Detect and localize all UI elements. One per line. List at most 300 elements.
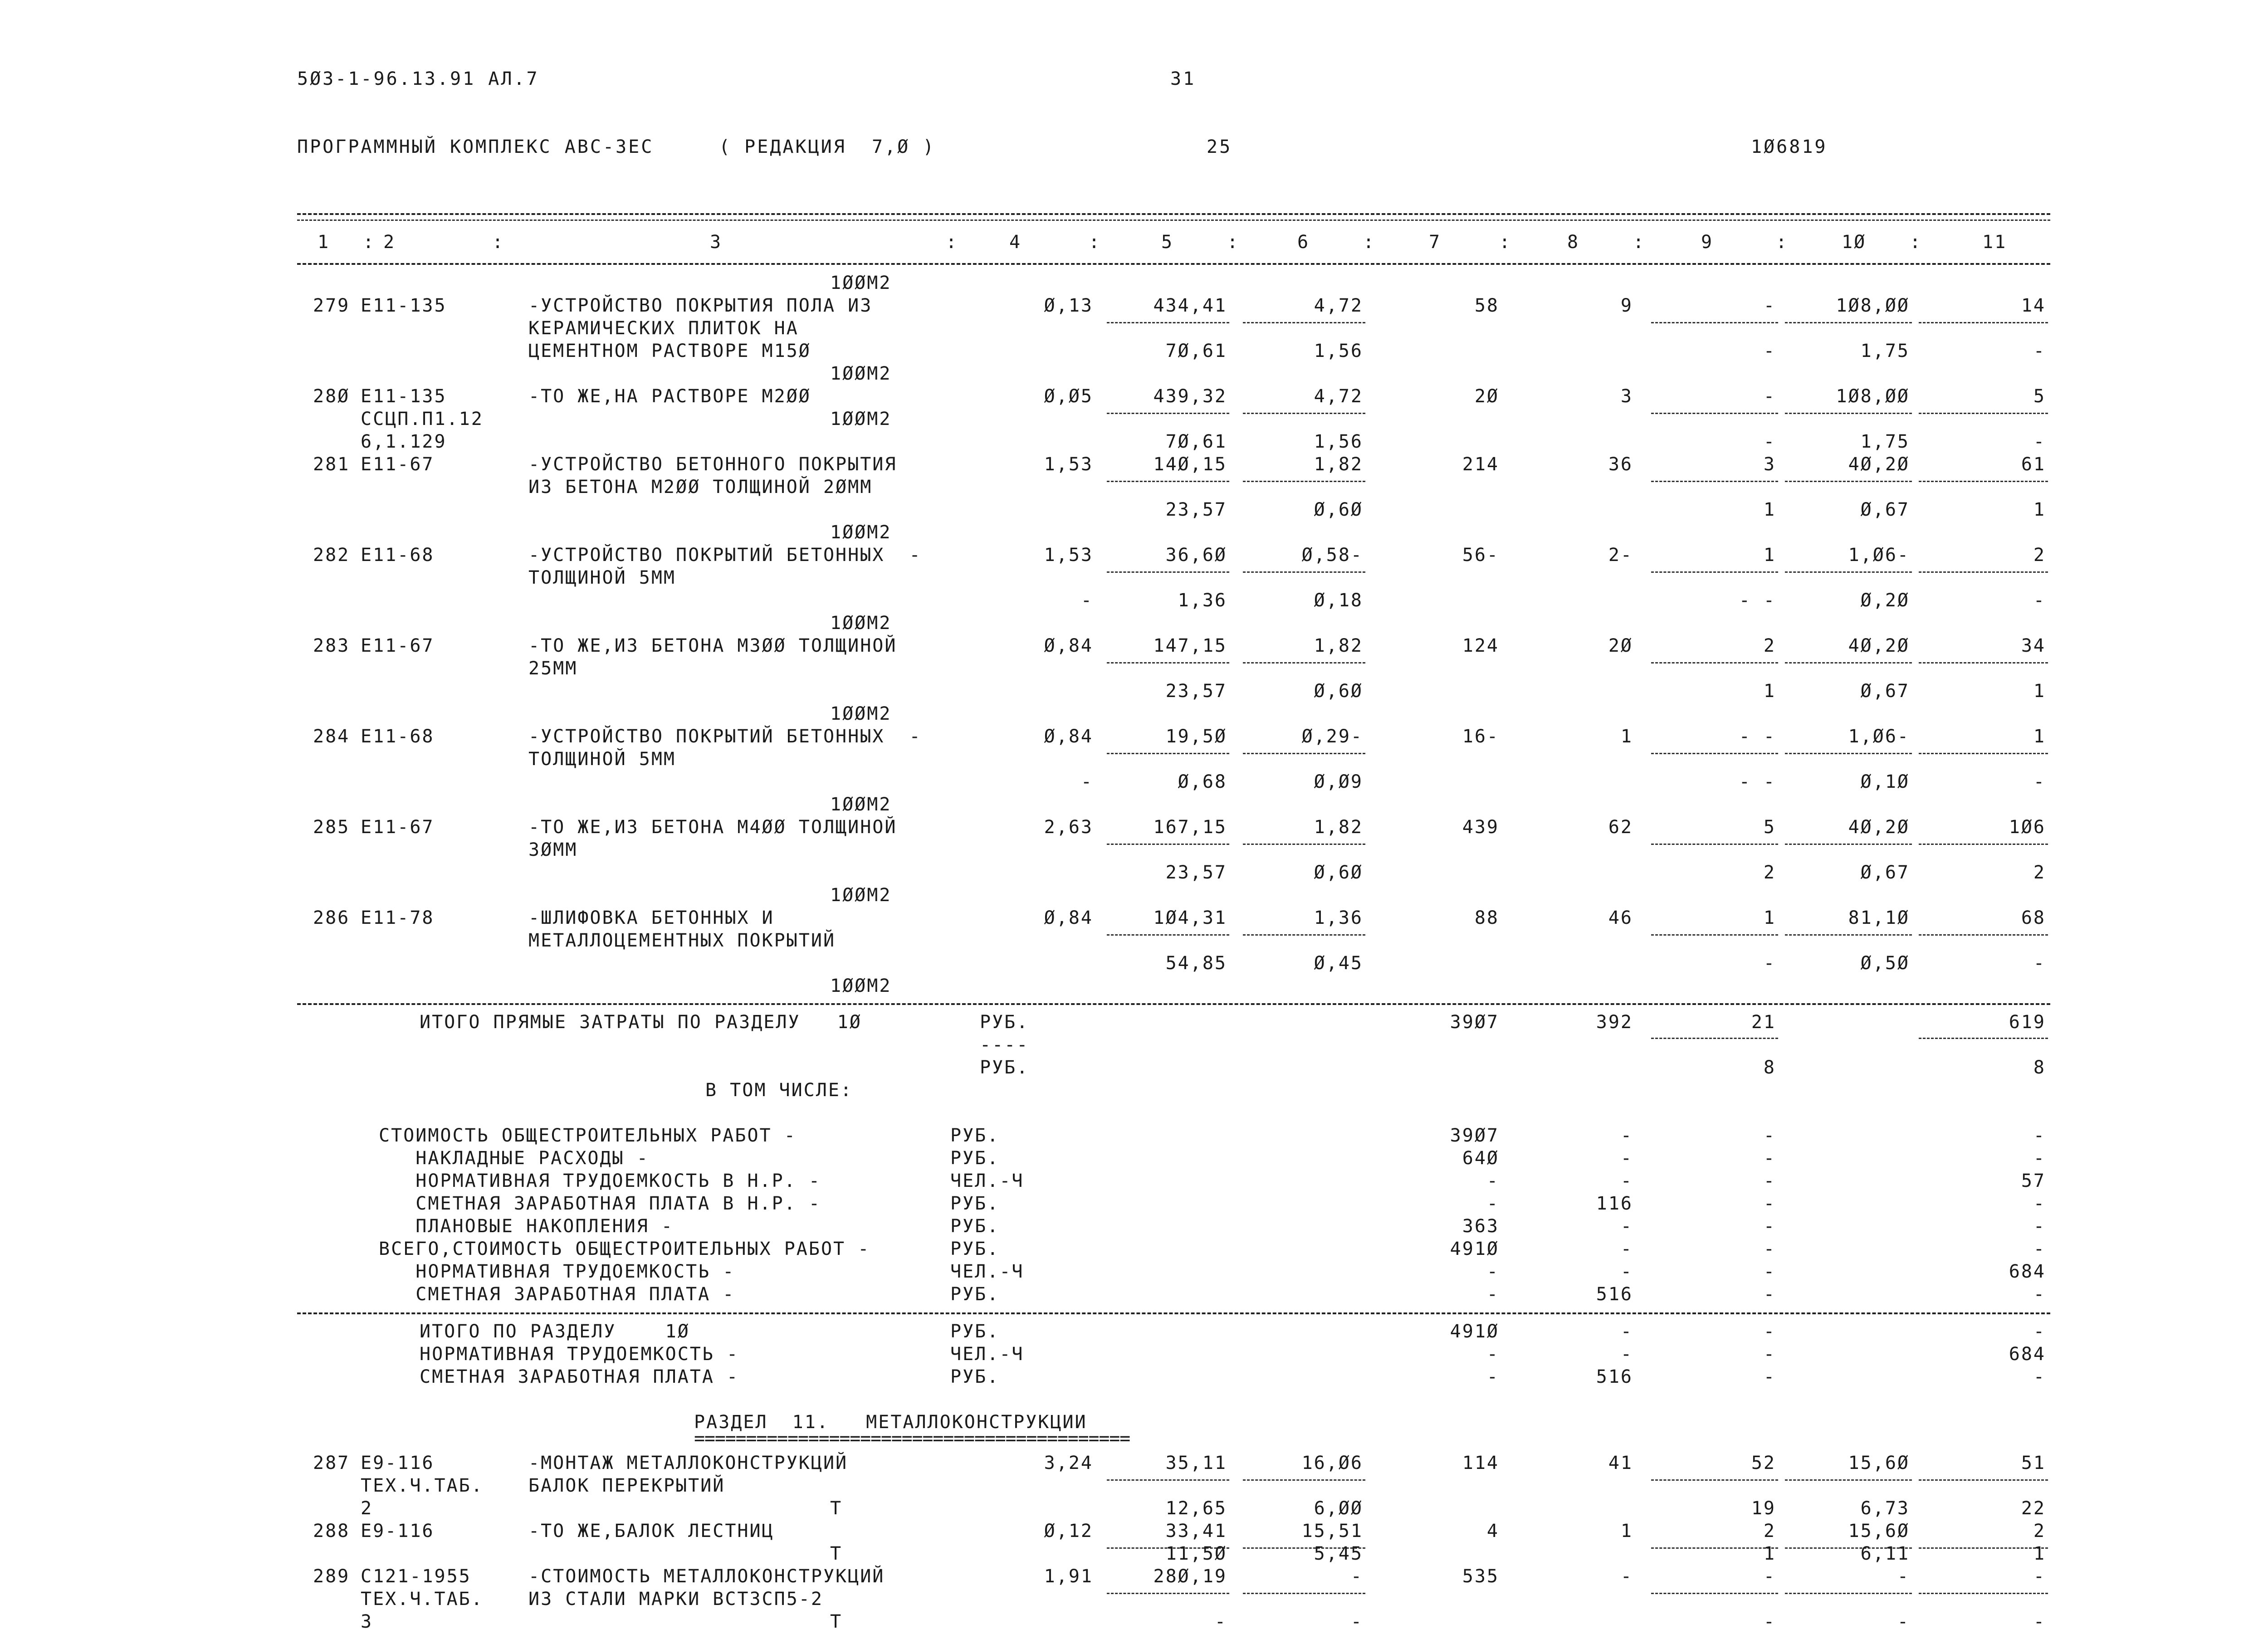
summary-c7: - [1486,1261,1499,1282]
cell-c9: 1 [1763,907,1776,928]
value-underline [1785,934,1912,936]
column-header-5: 5 [1161,232,1174,253]
totals-unit: РУБ. [980,1057,1029,1078]
cell-c11: 1 [2033,726,2046,747]
totals-c7: 39Ø7 [1450,1012,1499,1033]
cell-c5: 36,6Ø [1165,545,1227,566]
cell-c8: 3 [1620,386,1633,407]
value-underline [1785,662,1912,663]
column-separator: : [363,232,376,253]
row-code-extra: 2 [361,1498,373,1519]
summary-c11: - [2033,1148,2046,1169]
value-underline [1651,1479,1778,1481]
value-underline [1243,844,1365,845]
summary-c7: 39Ø7 [1450,1125,1499,1146]
value-underline [1651,1038,1778,1039]
row-unit: 1ØØМ2 [830,522,892,543]
column-separator: : [1089,232,1101,253]
row-unit: Т [830,1543,843,1564]
summary-label: СТОИМОСТЬ ОБЩЕСТРОИТЕЛЬНЫХ РАБОТ - [379,1125,797,1146]
cell-c7: 114 [1462,1453,1499,1473]
summary-c9: - [1763,1261,1776,1282]
section-total-c7: 491Ø [1450,1321,1499,1342]
value-underline [1243,662,1365,663]
cell-c5-second: 7Ø,61 [1165,431,1227,452]
column-separator: : [946,232,958,253]
cell-c4: Ø,84 [1044,907,1093,928]
cell-c11-second: - [2033,953,2046,974]
cell-c7: 88 [1474,907,1499,928]
row-code: Е11-135 [361,386,447,407]
column-separator: : [492,232,505,253]
value-underline [1785,753,1912,754]
summary-c7: 64Ø [1462,1148,1499,1169]
value-underline [1243,571,1365,573]
value-underline [1107,322,1229,323]
cell-c9: - - [1739,726,1776,747]
cell-c4: 1,53 [1044,454,1093,475]
summary-c7: - [1486,1193,1499,1214]
summary-c7: 363 [1462,1216,1499,1237]
column-separator: : [1633,232,1646,253]
row-description: ИЗ БЕТОНА М2ØØ ТОЛЩИНОЙ 2ØММ [528,477,873,498]
cell-c9: 2 [1763,635,1776,656]
cell-c11-second: 1 [2033,499,2046,520]
column-header-4: 4 [1009,232,1022,253]
row-unit: 1ØØМ2 [830,363,892,384]
cell-c11-second: 2 [2033,862,2046,883]
cell-c8: 41 [1608,1453,1633,1473]
cell-c9: 5 [1763,817,1776,838]
cell-c9-second: - [1763,341,1776,361]
row-number: 285 [313,817,350,838]
cell-c7: 535 [1462,1566,1499,1587]
value-underline [1785,1479,1912,1481]
summary-c9: - [1763,1171,1776,1191]
cell-c7: 58 [1474,295,1499,316]
value-underline [1651,753,1778,754]
summary-c11: 684 [2009,1261,2046,1282]
row-code-extra: ТЕХ.Ч.ТАБ. [361,1475,484,1496]
column-separator: : [1910,232,1922,253]
row-code-extra: ТЕХ.Ч.ТАБ. [361,1589,484,1610]
summary-unit: ЧЕЛ.-Ч [950,1171,1024,1191]
cell-c6: 4,72 [1314,295,1363,316]
cell-c10: 15,6Ø [1848,1453,1910,1473]
column-header-10: 1Ø [1842,232,1867,253]
summary-label: СМЕТНАЯ ЗАРАБОТНАЯ ПЛАТА В Н.Р. - [379,1193,821,1214]
row-description: ТОЛЩИНОЙ 5ММ [528,567,676,588]
summary-c8: 516 [1596,1284,1633,1305]
row-unit: 1ØØМ2 [830,976,892,996]
value-underline [1243,1593,1365,1594]
row-description: 25ММ [528,658,578,679]
cell-c10: 4Ø,2Ø [1848,817,1910,838]
table-top-rule [297,213,2050,215]
section-title: РАЗДЕЛ 11. МЕТАЛЛОКОНСТРУКЦИИ [694,1412,1087,1433]
cell-c5-second: - [1214,1611,1227,1632]
cell-c10-second: 1,75 [1860,341,1910,361]
cell-c8: - [1620,1566,1633,1587]
row-description: -ШЛИФОВКА БЕТОННЫХ И [528,907,774,928]
cell-c6: 16,Ø6 [1301,1453,1363,1473]
cell-c10: 1,Ø6- [1848,726,1910,747]
summary-c8: - [1620,1261,1633,1282]
cell-c7: 16- [1462,726,1499,747]
section-total-label: СМЕТНАЯ ЗАРАБОТНАЯ ПЛАТА - [420,1366,739,1387]
totals-unit: РУБ. [980,1012,1029,1033]
value-underline [1243,753,1365,754]
cell-c9-second: 1 [1763,681,1776,702]
section-total-unit: РУБ. [950,1366,1000,1387]
row-code: Е11-67 [361,817,435,838]
cell-c10: 81,1Ø [1848,907,1910,928]
summary-c9: - [1763,1216,1776,1237]
column-header-8: 8 [1567,232,1580,253]
row-description: ИЗ СТАЛИ МАРКИ ВСТ3СП5-2 [528,1589,823,1610]
value-underline [1107,1593,1229,1594]
cell-c11-second: - [2033,771,2046,792]
section-total-unit: ЧЕЛ.-Ч [950,1344,1024,1365]
cell-c5-second: 7Ø,61 [1165,341,1227,361]
cell-c9-second: 2 [1763,862,1776,883]
cell-c10-second: Ø,67 [1860,499,1910,520]
column-header-11: 11 [1982,232,2007,253]
row-description: ЦЕМЕНТНОМ РАСТВОРЕ М15Ø [528,341,811,361]
section-total-label: ИТОГО ПО РАЗДЕЛУ 1Ø [420,1321,690,1342]
cell-c5: 1Ø4,31 [1153,907,1227,928]
cell-c4: Ø,13 [1044,295,1093,316]
row-description: -ТО ЖЕ,ИЗ БЕТОНА М3ØØ ТОЛЩИНОЙ [528,635,897,656]
row-description: БАЛОК ПЕРЕКРЫТИЙ [528,1475,725,1496]
cell-c9-second: - [1763,953,1776,974]
row-description: -МОНТАЖ МЕТАЛЛОКОНСТРУКЦИЙ [528,1453,848,1473]
program-name: ПРОГРАММНЫЙ КОМПЛЕКС АВС-3ЕС [297,137,654,157]
row-description: -УСТРОЙСТВО БЕТОННОГО ПОКРЫТИЯ [528,454,897,475]
row-code: Е9-116 [361,1453,435,1473]
cell-c6: 15,51 [1301,1521,1363,1541]
summary-unit: РУБ. [950,1284,1000,1305]
cell-c5: 14Ø,15 [1153,454,1227,475]
cell-c10-second: Ø,1Ø [1860,771,1910,792]
cell-c11-second: - [2033,1611,2046,1632]
column-header-rule [297,263,2050,265]
summary-unit: РУБ. [950,1125,1000,1146]
value-underline [1919,844,2048,845]
value-underline [1243,322,1365,323]
cell-c8: 9 [1620,295,1633,316]
cell-c4: 2,63 [1044,817,1093,838]
cell-c10: 1Ø8,ØØ [1836,386,1910,407]
value-underline [1919,322,2048,323]
summary-c9: - [1763,1239,1776,1259]
cell-c6: 1,82 [1314,817,1363,838]
row-description: -СТОИМОСТЬ МЕТАЛЛОКОНСТРУКЦИЙ [528,1566,885,1587]
cell-c4: Ø,84 [1044,726,1093,747]
value-underline [1651,322,1778,323]
row-code: Е11-67 [361,635,435,656]
document-code: 5Ø3-1-96.13.91 АЛ.7 [297,68,539,89]
page-number: 31 [1170,68,1196,89]
cell-c9: - [1763,295,1776,316]
section-total-c11: 684 [2009,1344,2046,1365]
row-number: 287 [313,1453,350,1473]
summary-label: НОРМАТИВНАЯ ТРУДОЕМКОСТЬ В Н.Р. - [379,1171,821,1191]
row-description: 3ØММ [528,839,578,860]
cell-c6-second: Ø,Ø9 [1314,771,1363,792]
cell-c6-second: Ø,45 [1314,953,1363,974]
cell-c10: 1,Ø6- [1848,545,1910,566]
value-underline [1785,481,1912,482]
value-underline [1785,322,1912,323]
summary-c11: - [2033,1125,2046,1146]
cell-c4: Ø,84 [1044,635,1093,656]
row-description: КЕРАМИЧЕСКИХ ПЛИТОК НА [528,318,799,339]
value-underline [1107,844,1229,845]
row-number: 282 [313,545,350,566]
row-description: МЕТАЛЛОЦЕМЕНТНЫХ ПОКРЫТИЙ [528,930,836,951]
cell-c11: 61 [2021,454,2046,475]
summary-c9: - [1763,1125,1776,1146]
row-code: Е11-135 [361,295,447,316]
cell-c10: - [1897,1566,1910,1587]
row-description: -УСТРОЙСТВО ПОКРЫТИЙ БЕТОННЫХ - [528,726,922,747]
cell-c10-second: Ø,67 [1860,862,1910,883]
row-unit: 1ØØМ2 [830,794,892,815]
summary-label: НАКЛАДНЫЕ РАСХОДЫ - [379,1148,649,1169]
summary-c11: - [2033,1239,2046,1259]
value-underline [1785,571,1912,573]
sheet-number: 25 [1207,137,1232,157]
value-underline [1107,481,1229,482]
row-number: 284 [313,726,350,747]
cell-c6-second: 5,45 [1314,1543,1363,1564]
row-number: 279 [313,295,350,316]
cell-c10: 1Ø8,ØØ [1836,295,1910,316]
section-total-c7: - [1486,1344,1499,1365]
cell-c7: 56- [1462,545,1499,566]
cell-c11: 34 [2021,635,2046,656]
value-underline [1107,753,1229,754]
row-number: 288 [313,1521,350,1541]
value-underline [1651,1593,1778,1594]
row-description: -ТО ЖЕ,ИЗ БЕТОНА М4ØØ ТОЛЩИНОЙ [528,817,897,838]
column-separator: : [1499,232,1512,253]
cell-c5: 28Ø,19 [1153,1566,1227,1587]
column-header-6: 6 [1297,232,1310,253]
cell-c5: 19,5Ø [1165,726,1227,747]
cell-c10: 15,6Ø [1848,1521,1910,1541]
totals-c11: 619 [2009,1012,2046,1033]
cell-c5-second: 23,57 [1165,862,1227,883]
cell-c8: 2Ø [1608,635,1633,656]
summary-c7: - [1486,1284,1499,1305]
value-underline [1243,934,1365,936]
value-underline [1107,662,1229,663]
cell-c8: 1 [1620,726,1633,747]
section-total-label: НОРМАТИВНАЯ ТРУДОЕМКОСТЬ - [420,1344,739,1365]
row-number: 281 [313,454,350,475]
row-unit: 1ØØМ2 [830,409,892,429]
cell-c5: 167,15 [1153,817,1227,838]
cell-c9-second: 1 [1763,499,1776,520]
row-code: Е11-68 [361,726,435,747]
cell-c9: 3 [1763,454,1776,475]
summary-c9: - [1763,1193,1776,1214]
table-top-rule-2 [297,220,2050,221]
cell-c9-second: - [1763,431,1776,452]
value-underline [1107,571,1229,573]
cell-c8: 46 [1608,907,1633,928]
cell-c9: - [1763,386,1776,407]
section-total-c7: - [1486,1366,1499,1387]
totals-c9-second: 8 [1763,1057,1776,1078]
cell-c9: 52 [1751,1453,1776,1473]
value-underline [1919,934,2048,936]
value-underline [1785,413,1912,414]
cell-c7: 4 [1486,1521,1499,1541]
totals-including: В ТОМ ЧИСЛЕ: [705,1080,853,1101]
section-total-c9: - [1763,1366,1776,1387]
row-code: Е11-68 [361,545,435,566]
cell-c5-second: 11,5Ø [1165,1543,1227,1564]
cell-c9: 2 [1763,1521,1776,1541]
cell-c6-second: Ø,6Ø [1314,681,1363,702]
section-total-c9: - [1763,1321,1776,1342]
cell-c11-second: - [2033,431,2046,452]
value-underline [1919,662,2048,663]
row-number: 28Ø [313,386,350,407]
row-description: -ТО ЖЕ,БАЛОК ЛЕСТНИЦ [528,1521,774,1541]
cell-c11-second: 22 [2021,1498,2046,1519]
cell-c5: 439,32 [1153,386,1227,407]
row-code-extra: 6,1.129 [361,431,447,452]
cell-c6-second: 1,56 [1314,431,1363,452]
cell-c6-second: Ø,6Ø [1314,862,1363,883]
totals-c9: 21 [1751,1012,1776,1033]
row-code-extra: 3 [361,1611,373,1632]
value-underline [1919,1479,2048,1481]
totals-label: ИТОГО ПРЯМЫЕ ЗАТРАТЫ ПО РАЗДЕЛУ 1Ø [420,1012,862,1033]
row-number: 283 [313,635,350,656]
summary-c8: - [1620,1148,1633,1169]
document-number: 1Ø6819 [1751,137,1828,157]
cell-c4: 1,53 [1044,545,1093,566]
cell-c6-second: 6,ØØ [1314,1498,1363,1519]
section-total-c9: - [1763,1344,1776,1365]
row-unit: 1ØØМ2 [830,885,892,906]
cell-c5-second: 23,57 [1165,499,1227,520]
cell-c6: 4,72 [1314,386,1363,407]
cell-c4: Ø,Ø5 [1044,386,1093,407]
cell-c9: 1 [1763,545,1776,566]
cell-c6: Ø,29- [1301,726,1363,747]
cell-c7: 214 [1462,454,1499,475]
value-underline [1651,413,1778,414]
totals-c8: 392 [1596,1012,1633,1033]
cell-c11-second: - [2033,341,2046,361]
value-underline [1785,1593,1912,1594]
value-underline [1651,571,1778,573]
cell-c6-second: 1,56 [1314,341,1363,361]
cell-c5: 35,11 [1165,1453,1227,1473]
summary-c8: - [1620,1239,1633,1259]
cell-c11: 2 [2033,545,2046,566]
cell-c4-second: - [1080,771,1093,792]
cell-c5-second: 1,36 [1178,590,1227,611]
cell-c11: 2 [2033,1521,2046,1541]
cell-c11: 1Ø6 [2009,817,2046,838]
cell-c8: 1 [1620,1521,1633,1541]
cell-c7: 439 [1462,817,1499,838]
summary-label: СМЕТНАЯ ЗАРАБОТНАЯ ПЛАТА - [379,1284,735,1305]
cell-c10-second: Ø,2Ø [1860,590,1910,611]
column-header-2: 2 [383,232,396,253]
cell-c10: 4Ø,2Ø [1848,454,1910,475]
cell-c4-second: - [1080,590,1093,611]
summary-c8: - [1620,1125,1633,1146]
value-underline [1785,844,1912,845]
cell-c8: 36 [1608,454,1633,475]
cell-c5-second: 23,57 [1165,681,1227,702]
cell-c6-second: Ø,18 [1314,590,1363,611]
cell-c4: 3,24 [1044,1453,1093,1473]
cell-c10-second: 6,11 [1860,1543,1910,1564]
cell-c6-second: - [1350,1611,1363,1632]
column-header-1: 1 [318,232,330,253]
cell-c5: 434,41 [1153,295,1227,316]
cell-c5-second: Ø,68 [1178,771,1227,792]
value-underline [1107,413,1229,414]
row-description: ТОЛЩИНОЙ 5ММ [528,749,676,770]
cell-c7: 124 [1462,635,1499,656]
summary-c11: - [2033,1216,2046,1237]
value-underline [1243,481,1365,482]
row-number: 289 [313,1566,350,1587]
row-unit: 1ØØМ2 [830,703,892,724]
column-header-3: 3 [710,232,723,253]
cell-c11: 5 [2033,386,2046,407]
cell-c9-second: - - [1739,771,1776,792]
summary-c11: - [2033,1193,2046,1214]
totals-unit-dash: ---- [980,1034,1029,1055]
cell-c6: - [1350,1566,1363,1587]
column-separator: : [1363,232,1376,253]
summary-unit: РУБ. [950,1216,1000,1237]
summary-label: НОРМАТИВНАЯ ТРУДОЕМКОСТЬ - [379,1261,735,1282]
value-underline [1651,934,1778,936]
value-underline [1107,934,1229,936]
cell-c8: 2- [1608,545,1633,566]
summary-c9: - [1763,1284,1776,1305]
cell-c10-second: Ø,67 [1860,681,1910,702]
cell-c6: 1,82 [1314,454,1363,475]
cell-c10-second: - [1897,1611,1910,1632]
column-header-9: 9 [1701,232,1714,253]
value-underline [1107,1479,1229,1481]
section-total-c8: - [1620,1321,1633,1342]
row-code: Е9-116 [361,1521,435,1541]
summary-unit: РУБ. [950,1239,1000,1259]
value-underline [1919,1593,2048,1594]
row-code-extra: ССЦП.П1.12 [361,409,484,429]
value-underline [1243,413,1365,414]
cell-c9-second: 1 [1763,1543,1776,1564]
cell-c11: 51 [2021,1453,2046,1473]
summary-c9: - [1763,1148,1776,1169]
value-underline [1919,571,2048,573]
section-total-c11: - [2033,1321,2046,1342]
